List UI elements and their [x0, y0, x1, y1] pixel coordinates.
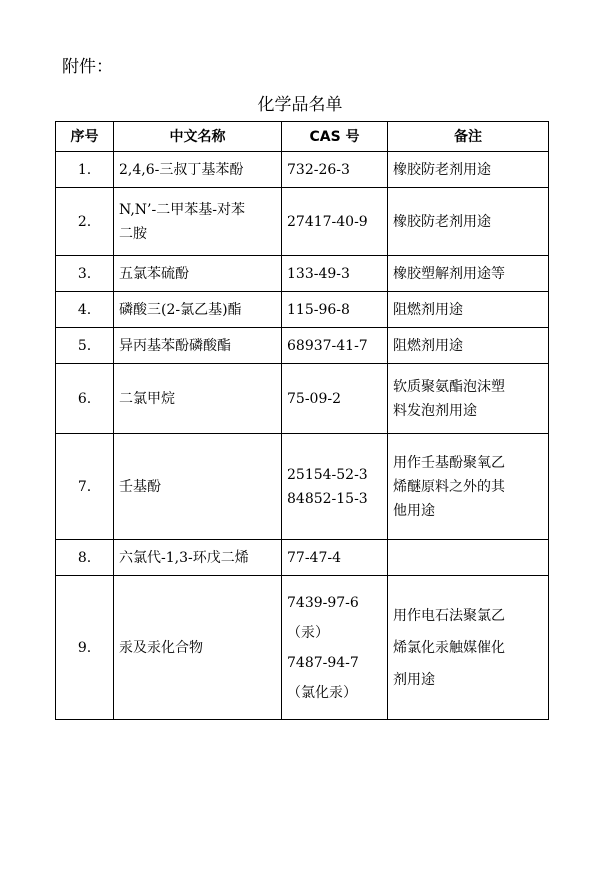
row-index: 7. — [56, 434, 114, 540]
remark: 橡胶防老剂用途 — [388, 188, 549, 256]
table-row — [56, 152, 549, 188]
table-header-row — [56, 122, 549, 152]
table-row — [56, 576, 549, 720]
chemical-list-table — [55, 121, 549, 720]
table-row — [56, 256, 549, 292]
table-row — [56, 540, 549, 576]
header-note: 备注 — [388, 122, 549, 152]
row-index: 2. — [56, 188, 114, 256]
chemical-name: 异丙基苯酚磷酸酯 — [114, 328, 282, 364]
cas-number: 25154-52-3 84852-15-3 — [282, 434, 388, 540]
chemical-name: 二氯甲烷 — [114, 364, 282, 434]
chemical-name: 磷酸三(2-氯乙基)酯 — [114, 292, 282, 328]
header-name: 中文名称 — [114, 122, 282, 152]
remark: 用作电石法聚氯乙 烯氯化汞触媒催化 剂用途 — [388, 576, 549, 720]
remark: 阻燃剂用途 — [388, 328, 549, 364]
remark: 软质聚氨酯泡沫塑 料发泡剂用途 — [388, 364, 549, 434]
cas-number: 732-26-3 — [282, 152, 388, 188]
document-title: 化学品名单 — [257, 95, 343, 115]
cas-number: 133-49-3 — [282, 256, 388, 292]
chemical-name: 六氯代-1,3-环戊二烯 — [114, 540, 282, 576]
remark — [388, 540, 549, 576]
row-index: 6. — [56, 364, 114, 434]
table-row — [56, 188, 549, 256]
row-index: 3. — [56, 256, 114, 292]
row-index: 1. — [56, 152, 114, 188]
cas-number: 27417-40-9 — [282, 188, 388, 256]
table-row — [56, 292, 549, 328]
chemical-name: 汞及汞化合物 — [114, 576, 282, 720]
remark: 橡胶防老剂用途 — [388, 152, 549, 188]
cas-number: 75-09-2 — [282, 364, 388, 434]
table-row — [56, 364, 549, 434]
header-cas: CAS 号 — [282, 122, 388, 152]
table-row — [56, 434, 549, 540]
cas-number: 7439-97-6 （汞） 7487-94-7 （氯化汞） — [282, 576, 388, 720]
row-index: 9. — [56, 576, 114, 720]
remark: 用作壬基酚聚氧乙 烯醚原料之外的其 他用途 — [388, 434, 549, 540]
remark: 橡胶塑解剂用途等 — [388, 256, 549, 292]
attachment-label: 附件： — [62, 57, 113, 77]
cas-number: 77-47-4 — [282, 540, 388, 576]
row-index: 8. — [56, 540, 114, 576]
chemical-name: N,N’-二甲苯基-对苯 二胺 — [114, 188, 282, 256]
table-row — [56, 328, 549, 364]
header-index: 序号 — [56, 122, 114, 152]
remark: 阻燃剂用途 — [388, 292, 549, 328]
chemical-name: 五氯苯硫酚 — [114, 256, 282, 292]
row-index: 4. — [56, 292, 114, 328]
cas-number: 68937-41-7 — [282, 328, 388, 364]
chemical-name: 2,4,6-三叔丁基苯酚 — [114, 152, 282, 188]
chemical-name: 壬基酚 — [114, 434, 282, 540]
cas-number: 115-96-8 — [282, 292, 388, 328]
row-index: 5. — [56, 328, 114, 364]
